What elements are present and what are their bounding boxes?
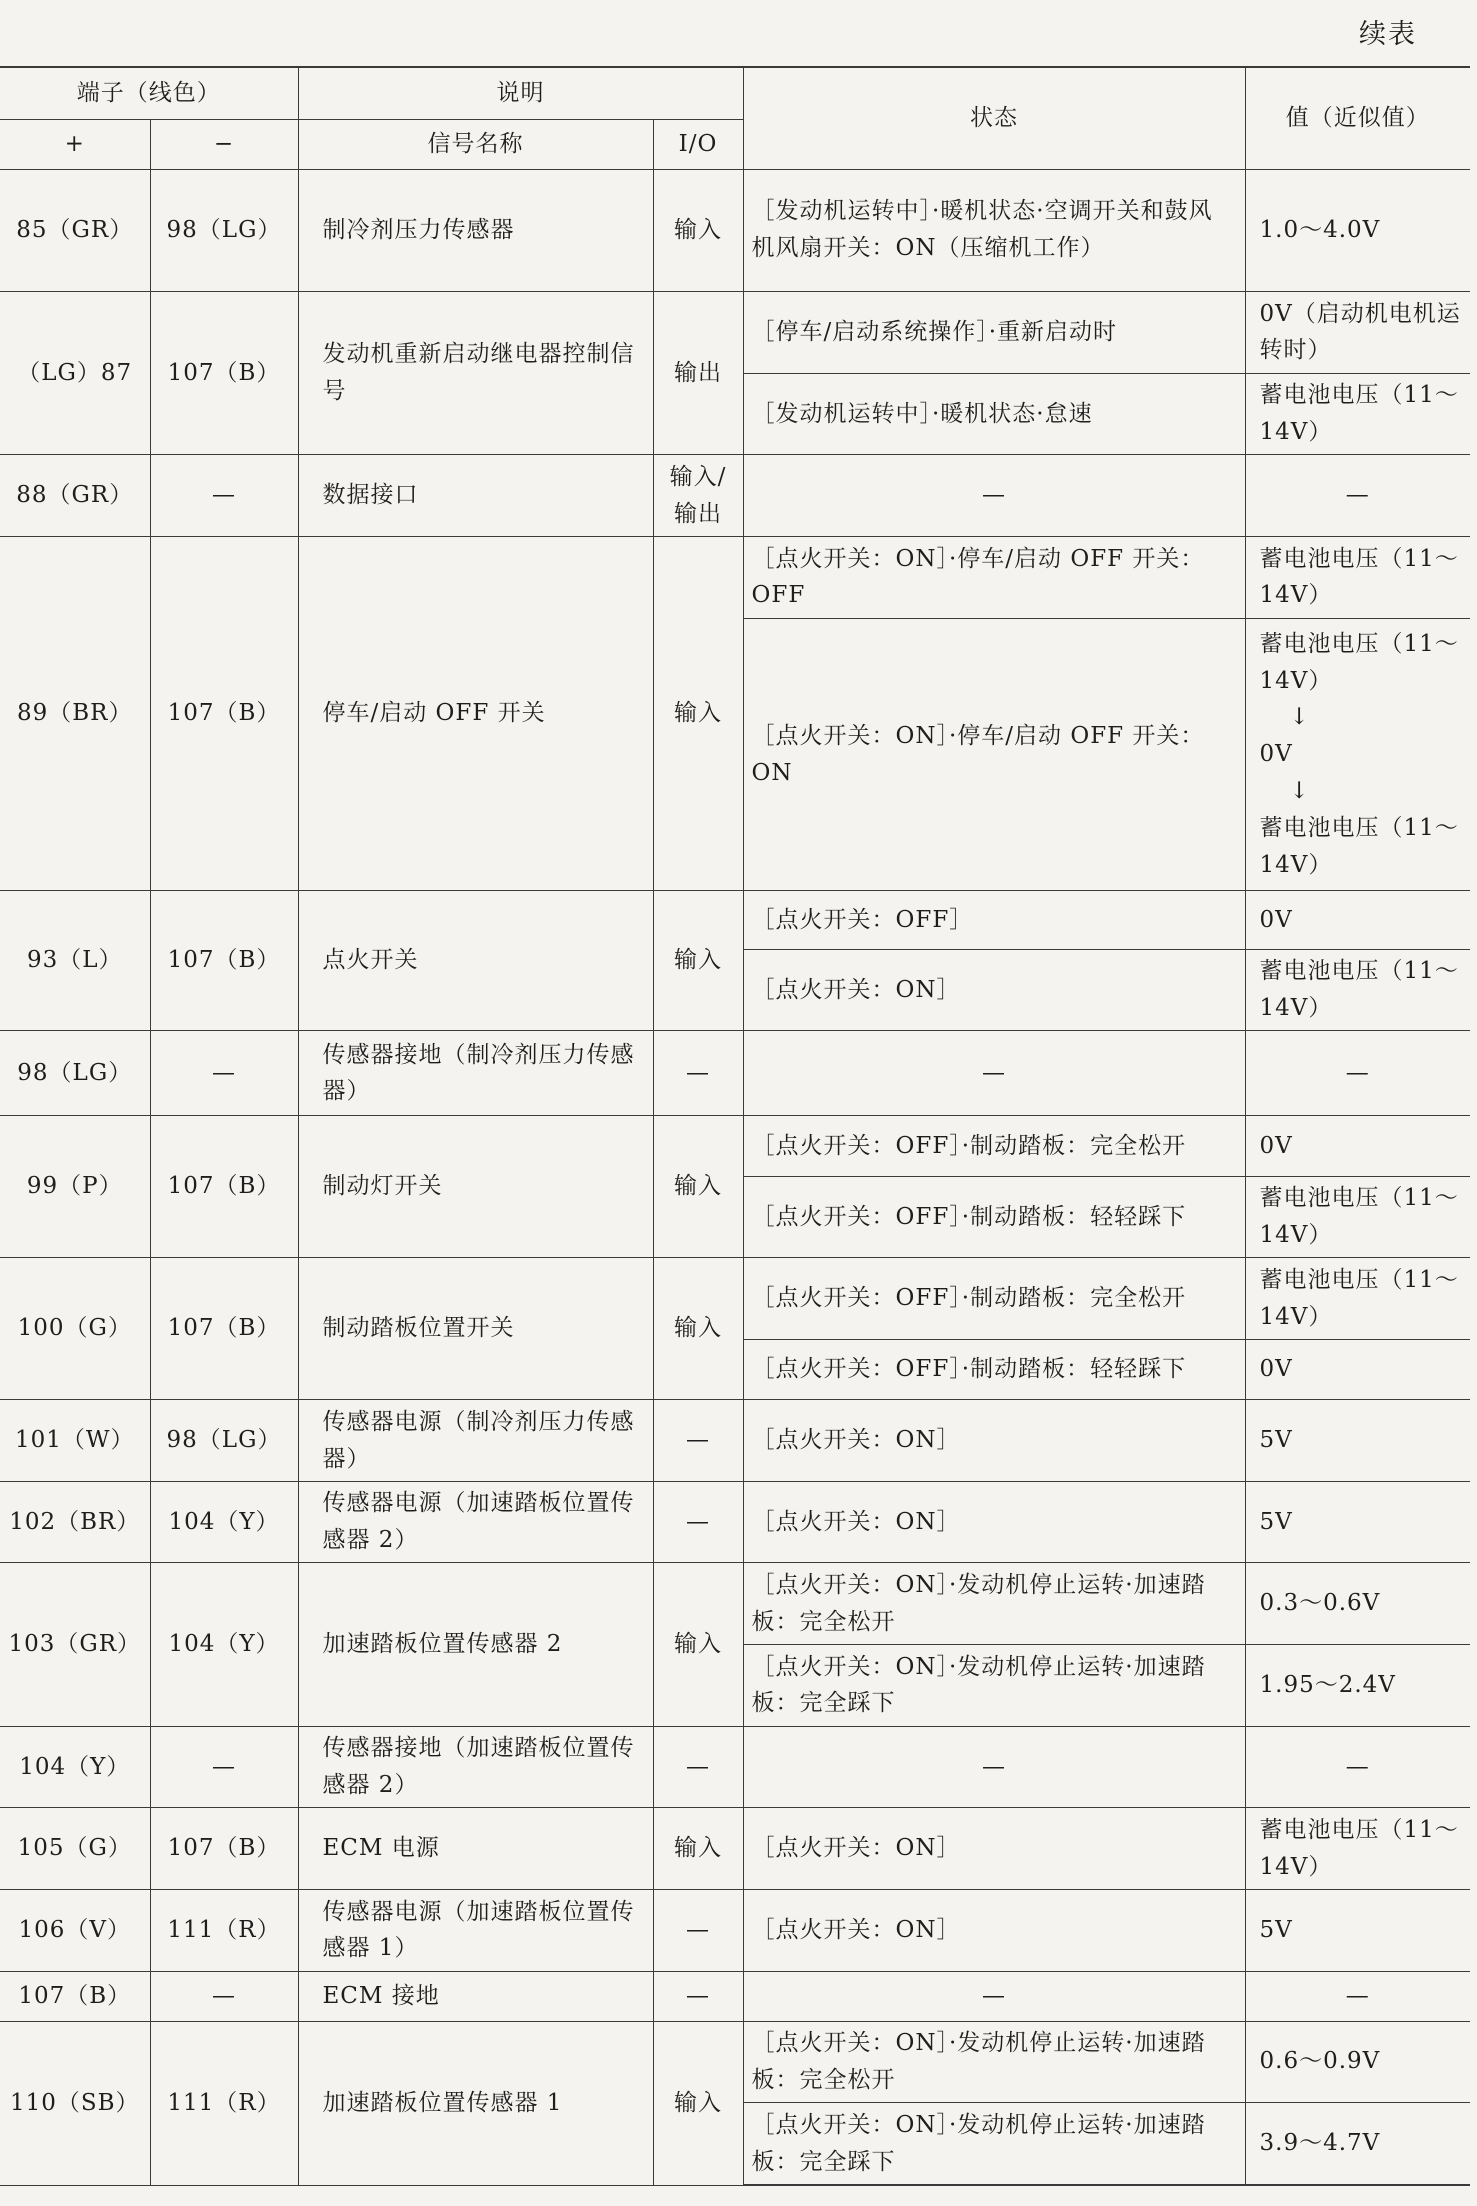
value-cell: 蓄电池电压（11～14V）	[1245, 373, 1470, 455]
table-row	[0, 1258, 1470, 1340]
terminal-minus-cell: 107（B）	[150, 537, 298, 891]
table-row	[0, 1971, 1470, 2021]
signal-name-header: 信号名称	[298, 119, 653, 169]
value-cell: —	[1245, 1971, 1470, 2021]
state-cell: ［发动机运转中］·暖机状态·空调开关和鼓风机风扇开关：ON（压缩机工作）	[743, 169, 1245, 292]
value-cell: 蓄电池电压（11～14V） ↓ 0V ↓ 蓄电池电压（11～14V）	[1245, 618, 1470, 891]
terminal-plus-cell: 89（BR）	[0, 537, 150, 891]
signal-name-cell: ECM 接地	[298, 1971, 653, 2021]
terminal-plus-cell: 101（W）	[0, 1400, 150, 1482]
terminal-plus-cell: 107（B）	[0, 1971, 150, 2021]
signal-name-cell: 传感器接地（制冷剂压力传感器）	[298, 1031, 653, 1116]
terminal-plus-cell: 105（G）	[0, 1808, 150, 1890]
terminal-minus-cell: 107（B）	[150, 292, 298, 455]
terminal-minus-cell: 104（Y）	[150, 1481, 298, 1563]
io-cell: —	[653, 1481, 743, 1563]
signal-name-cell: 传感器电源（加速踏板位置传感器 2）	[298, 1481, 653, 1563]
io-cell: —	[653, 1971, 743, 2021]
terminal-header: 端子（线色）	[0, 67, 298, 119]
value-cell: 蓄电池电压（11～14V）	[1245, 1808, 1470, 1890]
signal-name-cell: 加速踏板位置传感器 1	[298, 2021, 653, 2185]
state-cell: ［点火开关：ON］·发动机停止运转·加速踏板：完全踩下	[743, 2103, 1245, 2185]
state-cell: ［点火开关：ON］	[743, 1481, 1245, 1563]
state-cell: ［点火开关：ON］	[743, 949, 1245, 1031]
io-cell: 输入	[653, 169, 743, 292]
terminal-plus-cell: 100（G）	[0, 1258, 150, 1400]
terminal-plus-cell: 106（V）	[0, 1890, 150, 1972]
state-cell: —	[743, 455, 1245, 537]
table-row	[0, 1481, 1470, 1563]
signal-name-cell: ECM 电源	[298, 1808, 653, 1890]
terminal-minus-cell: —	[150, 1971, 298, 2021]
io-cell: 输入	[653, 891, 743, 1031]
io-cell: 输出	[653, 292, 743, 455]
state-cell: ［点火开关：ON］	[743, 1890, 1245, 1972]
terminal-minus-cell: —	[150, 455, 298, 537]
terminal-plus-cell: 110（SB）	[0, 2021, 150, 2185]
terminal-minus-cell: 98（LG）	[150, 169, 298, 292]
terminal-minus-cell: 111（R）	[150, 1890, 298, 1972]
state-cell: ［点火开关：ON］·发动机停止运转·加速踏板：完全松开	[743, 2021, 1245, 2103]
value-cell: 0V	[1245, 1339, 1470, 1399]
value-cell: 5V	[1245, 1890, 1470, 1972]
value-cell: 蓄电池电压（11～14V）	[1245, 1176, 1470, 1258]
terminal-plus-cell: 102（BR）	[0, 1481, 150, 1563]
io-header: I/O	[653, 119, 743, 169]
terminal-spec-table	[0, 66, 1470, 2186]
state-header: 状态	[743, 67, 1245, 169]
table-row	[0, 2021, 1470, 2103]
terminal-plus-cell: 93（L）	[0, 891, 150, 1031]
table-row	[0, 455, 1470, 537]
state-cell: ［点火开关：OFF］·制动踏板：完全松开	[743, 1116, 1245, 1176]
minus-header: −	[150, 119, 298, 169]
signal-name-cell: 传感器接地（加速踏板位置传感器 2）	[298, 1726, 653, 1808]
table-row	[0, 537, 1470, 619]
value-cell: 0.6～0.9V	[1245, 2021, 1470, 2103]
table-row	[0, 1116, 1470, 1176]
state-cell: ［点火开关：ON］·发动机停止运转·加速踏板：完全踩下	[743, 1645, 1245, 1727]
value-cell: —	[1245, 1726, 1470, 1808]
table-row	[0, 1400, 1470, 1482]
io-cell: 输入/输出	[653, 455, 743, 537]
state-cell: ［点火开关：ON］·发动机停止运转·加速踏板：完全松开	[743, 1563, 1245, 1645]
signal-name-cell: 点火开关	[298, 891, 653, 1031]
terminal-minus-cell: 104（Y）	[150, 1563, 298, 1726]
terminal-minus-cell: 107（B）	[150, 1116, 298, 1258]
io-cell: 输入	[653, 1258, 743, 1400]
continued-table-caption: 续表	[1359, 19, 1417, 50]
terminal-plus-cell: 99（P）	[0, 1116, 150, 1258]
signal-name-cell: 数据接口	[298, 455, 653, 537]
state-cell: —	[743, 1726, 1245, 1808]
state-cell: ［点火开关：OFF］·制动踏板：完全松开	[743, 1258, 1245, 1340]
io-cell: —	[653, 1726, 743, 1808]
table-row	[0, 169, 1470, 292]
table-row	[0, 1808, 1470, 1890]
io-cell: —	[653, 1890, 743, 1972]
state-cell: ［点火开关：OFF］·制动踏板：轻轻踩下	[743, 1176, 1245, 1258]
terminal-minus-cell: 107（B）	[150, 1808, 298, 1890]
terminal-minus-cell: —	[150, 1031, 298, 1116]
table-row	[0, 1031, 1470, 1116]
signal-name-cell: 制冷剂压力传感器	[298, 169, 653, 292]
terminal-minus-cell: 107（B）	[150, 891, 298, 1031]
down-arrow-icon: ↓	[1289, 777, 1310, 804]
value-cell: —	[1245, 455, 1470, 537]
value-cell: 蓄电池电压（11～14V）	[1245, 949, 1470, 1031]
terminal-minus-cell: 111（R）	[150, 2021, 298, 2185]
terminal-minus-cell: —	[150, 1726, 298, 1808]
plus-header: +	[0, 119, 150, 169]
value-cell: 5V	[1245, 1481, 1470, 1563]
description-header: 说明	[298, 67, 743, 119]
state-cell: ［点火开关：OFF］	[743, 891, 1245, 949]
value-cell: 0V	[1245, 891, 1470, 949]
signal-name-cell: 制动灯开关	[298, 1116, 653, 1258]
terminal-minus-cell: 98（LG）	[150, 1400, 298, 1482]
state-cell: ［点火开关：OFF］·制动踏板：轻轻踩下	[743, 1339, 1245, 1399]
signal-name-cell: 发动机重新启动继电器控制信号	[298, 292, 653, 455]
state-cell: ［点火开关：ON］	[743, 1400, 1245, 1482]
value-cell: 蓄电池电压（11～14V）	[1245, 1258, 1470, 1340]
signal-name-cell: 传感器电源（加速踏板位置传感器 1）	[298, 1890, 653, 1972]
io-cell: 输入	[653, 1808, 743, 1890]
state-cell: ［发动机运转中］·暖机状态·怠速	[743, 373, 1245, 455]
value-cell: 0V（启动机电机运转时）	[1245, 292, 1470, 374]
signal-name-cell: 停车/启动 OFF 开关	[298, 537, 653, 891]
io-cell: 输入	[653, 1116, 743, 1258]
table-row	[0, 1890, 1470, 1972]
state-cell: ［停车/启动系统操作］·重新启动时	[743, 292, 1245, 374]
state-cell: ［点火开关：ON］·停车/启动 OFF 开关：ON	[743, 618, 1245, 891]
table-row	[0, 1726, 1470, 1808]
value-cell: 1.95～2.4V	[1245, 1645, 1470, 1727]
table-body	[0, 169, 1470, 2185]
table-row	[0, 292, 1470, 374]
value-header: 值（近似值）	[1245, 67, 1470, 169]
value-cell: —	[1245, 1031, 1470, 1116]
terminal-minus-cell: 107（B）	[150, 1258, 298, 1400]
down-arrow-icon: ↓	[1289, 704, 1310, 731]
io-cell: —	[653, 1400, 743, 1482]
value-cell: 0V	[1245, 1116, 1470, 1176]
signal-name-cell: 加速踏板位置传感器 2	[298, 1563, 653, 1726]
state-cell: —	[743, 1971, 1245, 2021]
signal-name-cell: 传感器电源（制冷剂压力传感器）	[298, 1400, 653, 1482]
terminal-plus-cell: 104（Y）	[0, 1726, 150, 1808]
io-cell: 输入	[653, 2021, 743, 2185]
value-cell: 0.3～0.6V	[1245, 1563, 1470, 1645]
state-cell: ［点火开关：ON］·停车/启动 OFF 开关：OFF	[743, 537, 1245, 619]
signal-name-cell: 制动踏板位置开关	[298, 1258, 653, 1400]
terminal-plus-cell: 85（GR）	[0, 169, 150, 292]
io-cell: 输入	[653, 537, 743, 891]
value-cell: 3.9～4.7V	[1245, 2103, 1470, 2185]
state-cell: —	[743, 1031, 1245, 1116]
value-cell: 蓄电池电压（11～14V）	[1245, 537, 1470, 619]
io-cell: —	[653, 1031, 743, 1116]
terminal-plus-cell: 88（GR）	[0, 455, 150, 537]
terminal-plus-cell: （LG）87	[0, 292, 150, 455]
table-row	[0, 891, 1470, 949]
terminal-plus-cell: 98（LG）	[0, 1031, 150, 1116]
value-cell: 1.0～4.0V	[1245, 169, 1470, 292]
table-row	[0, 1563, 1470, 1645]
value-cell: 5V	[1245, 1400, 1470, 1482]
terminal-plus-cell: 103（GR）	[0, 1563, 150, 1726]
io-cell: 输入	[653, 1563, 743, 1726]
state-cell: ［点火开关：ON］	[743, 1808, 1245, 1890]
